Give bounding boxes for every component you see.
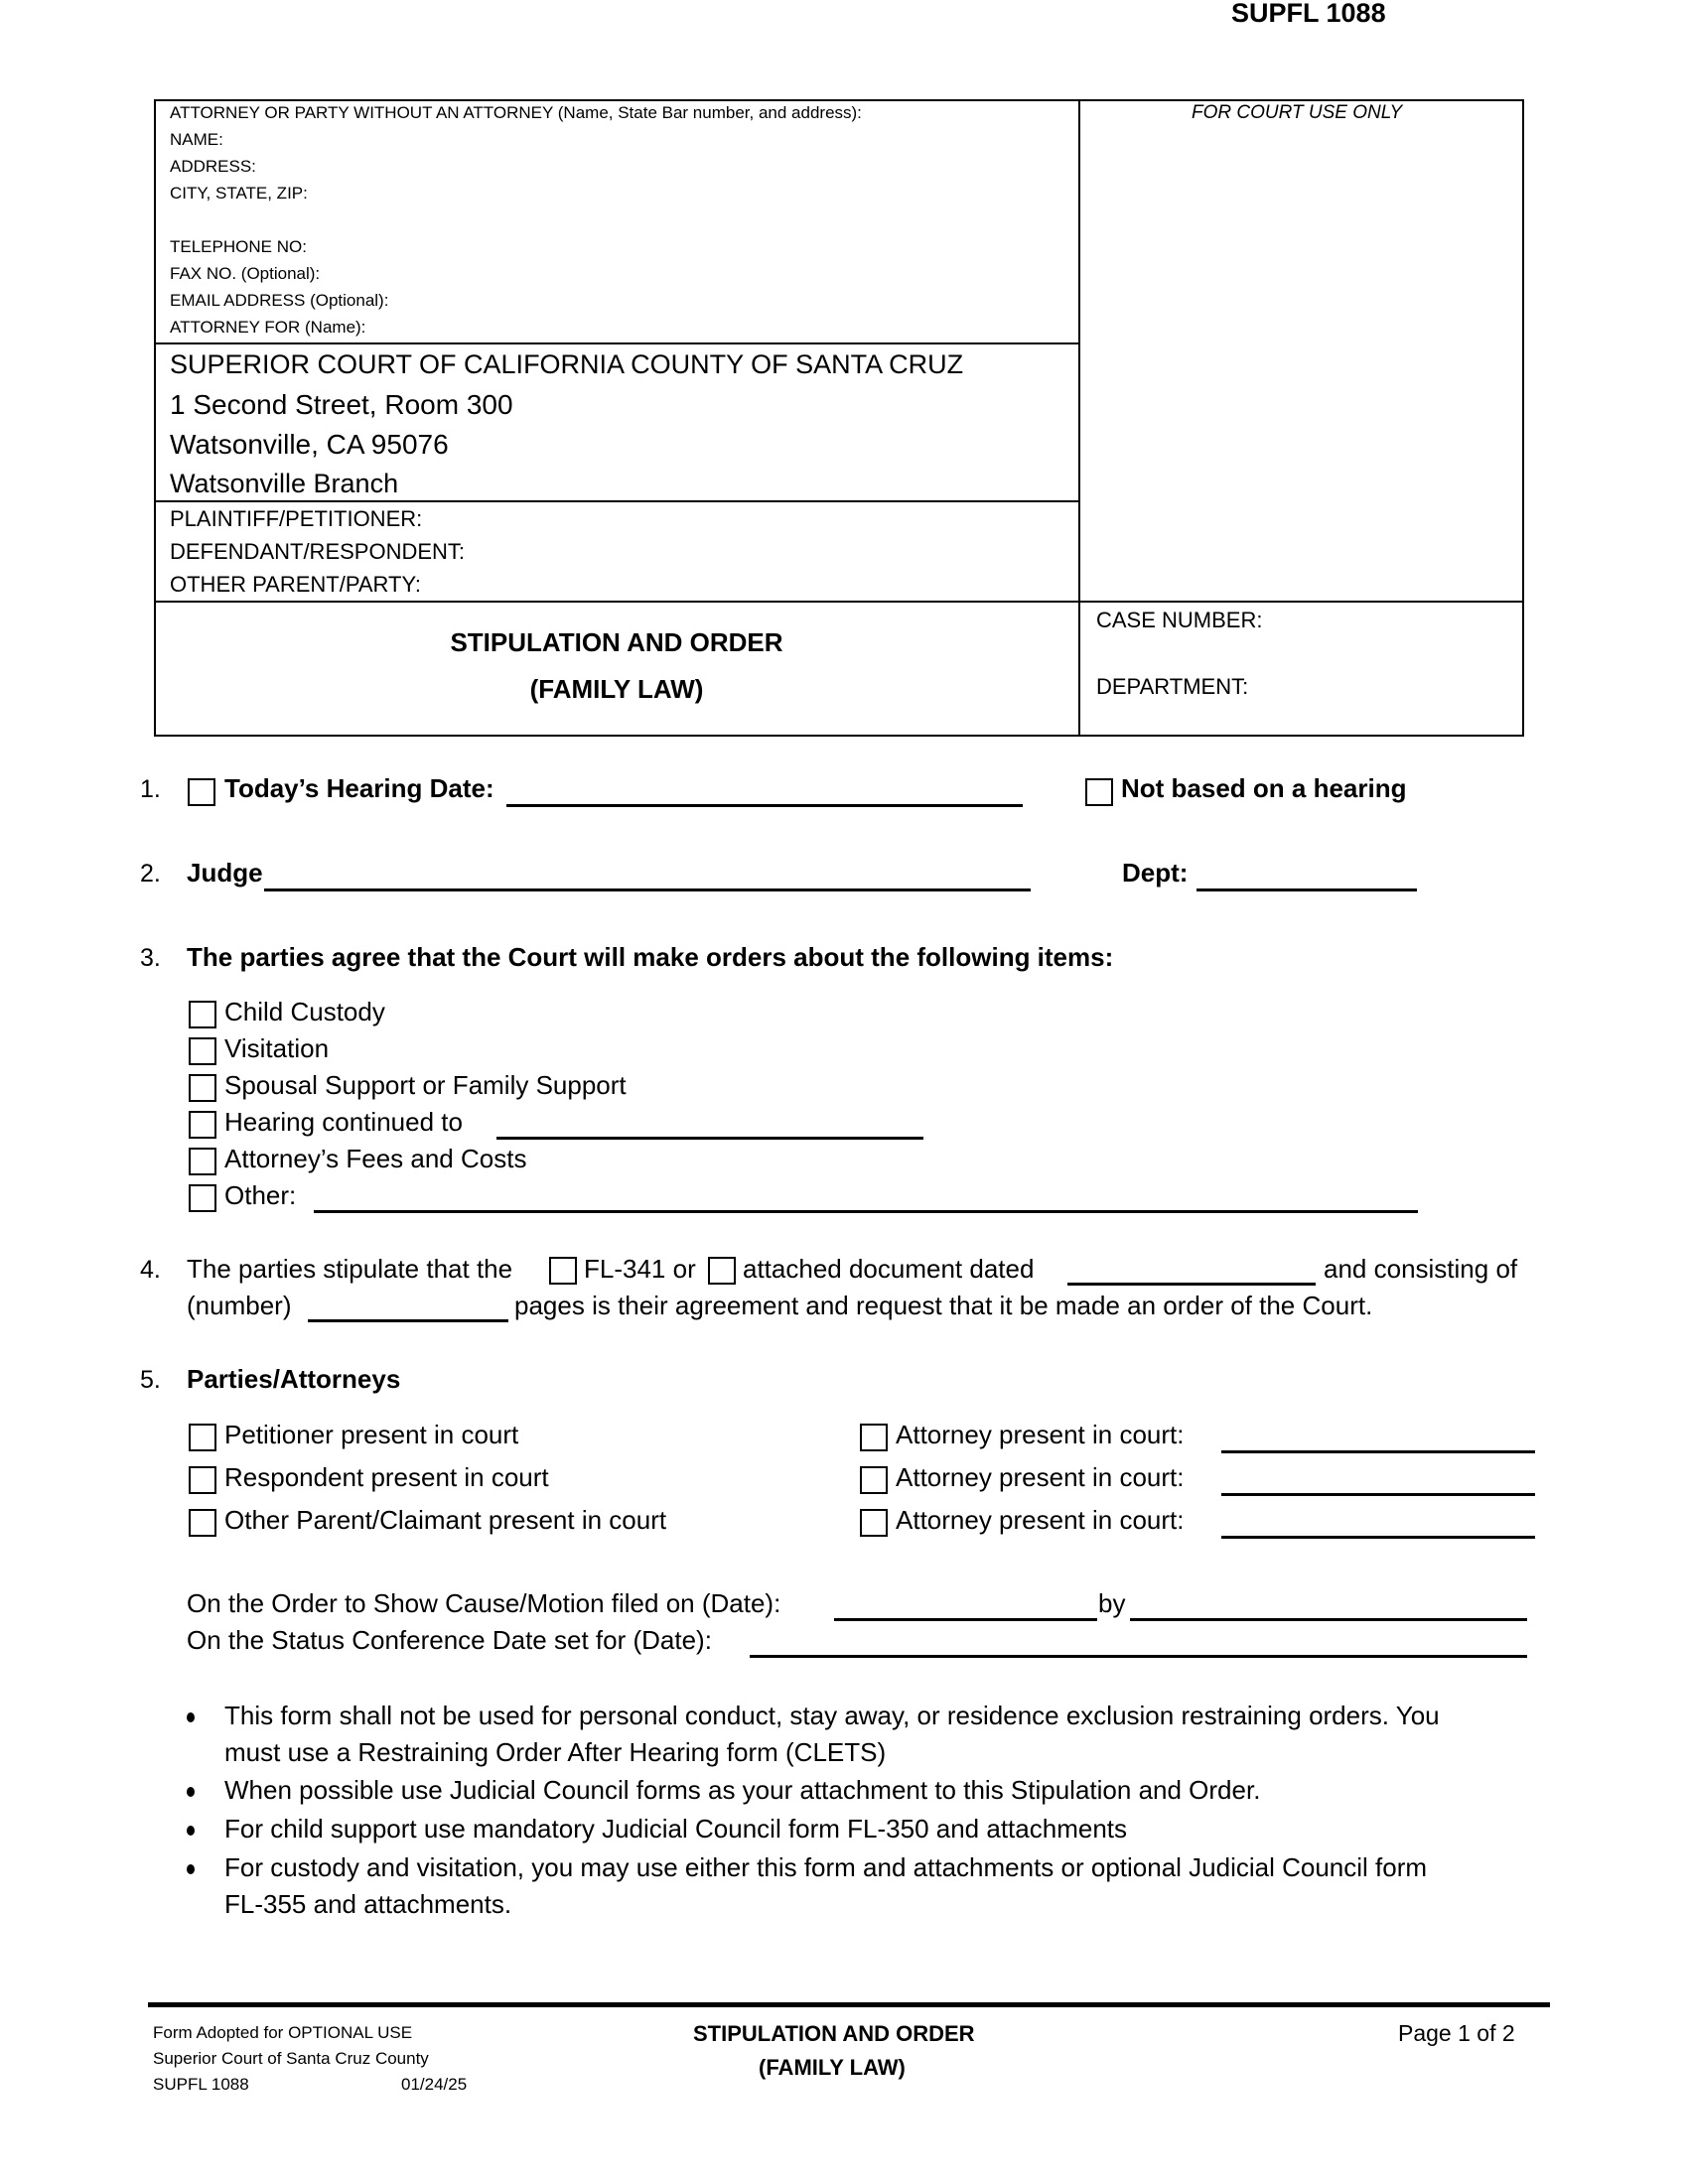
attorney-2-present-label: Attorney present in court: [896,1462,1185,1492]
court-street: 1 Second Street, Room 300 [170,389,513,420]
defendant-respondent-label[interactable]: DEFENDANT/RESPONDENT: [170,539,466,564]
footer-title-line2: (FAMILY LAW) [759,2055,906,2080]
attorney-for-label[interactable]: ATTORNEY FOR (Name): [170,318,366,337]
attorney-fees-label: Attorney’s Fees and Costs [224,1144,527,1173]
visitation-label: Visitation [224,1033,330,1063]
attorney-1-present-label: Attorney present in court: [896,1420,1185,1449]
item-4-number: 4. [140,1256,161,1284]
dept-label: Dept: [1122,858,1189,887]
form-code: SUPFL 1088 [1231,0,1386,28]
attorney-1-present-checkbox[interactable] [860,1424,888,1451]
attached-document-checkbox[interactable] [708,1257,736,1285]
court-branch: Watsonville Branch [170,469,399,498]
hearing-continued-checkbox[interactable] [189,1111,216,1139]
bullet-icon [187,1864,195,1874]
status-conference-date-field[interactable] [750,1655,1527,1658]
other-label: Other: [224,1180,297,1210]
court-city: Watsonville, CA 95076 [170,429,449,460]
bullet-icon [187,1712,195,1722]
attorney-fax-label[interactable]: FAX NO. (Optional): [170,264,321,283]
bullet-icon [187,1826,195,1836]
item-3-heading: The parties agree that the Court will make orders about the following items: [187,942,1114,972]
footer-date: 01/24/25 [401,2075,468,2094]
footer-court: Superior Court of Santa Cruz County [153,2049,429,2068]
form-title-line1: STIPULATION AND ORDER [450,627,783,657]
form-title-line2: (FAMILY LAW) [529,674,704,704]
note-4-line-2: FL-355 and attachments. [224,1889,512,1919]
court-name: SUPERIOR COURT OF CALIFORNIA COUNTY OF SANTA CRUZ [170,349,964,379]
spousal-support-checkbox[interactable] [189,1074,216,1102]
respondent-present-label: Respondent present in court [224,1462,549,1492]
attorney-address-label[interactable]: ADDRESS: [170,157,256,176]
footer-title-line1: STIPULATION AND ORDER [693,2021,975,2046]
plaintiff-petitioner-label[interactable]: PLAINTIFF/PETITIONER: [170,506,423,531]
osc-by-field[interactable] [1130,1618,1527,1621]
petitioner-present-checkbox[interactable] [189,1424,216,1451]
visitation-checkbox[interactable] [189,1037,216,1065]
osc-motion-label: On the Order to Show Cause/Motion filed on (Date): [187,1588,781,1618]
court-use-only-label: FOR COURT USE ONLY [1192,102,1403,123]
divider-court-parties [154,500,1079,502]
child-custody-checkbox[interactable] [189,1001,216,1028]
footer-adopted: Form Adopted for OPTIONAL USE [153,2023,413,2042]
spousal-support-label: Spousal Support or Family Support [224,1070,627,1100]
note-3: For child support use mandatory Judicial Council form FL-350 and attachments [224,1814,1127,1843]
attorney-city-label[interactable]: CITY, STATE, ZIP: [170,184,308,203]
attached-document-label: attached document dated [743,1254,1035,1284]
other-field[interactable] [314,1210,1418,1213]
other-parent-present-checkbox[interactable] [189,1509,216,1537]
footer-form-code: SUPFL 1088 [153,2075,249,2094]
item-4-text-b: and consisting of [1324,1254,1518,1284]
divider-title-row [154,601,1524,603]
attorney-name-label[interactable]: NAME: [170,130,223,149]
todays-hearing-date-field[interactable] [506,804,1023,807]
footer-rule [148,2002,1550,2007]
attorney-blank-line [170,206,862,233]
status-conference-label: On the Status Conference Date set for (Date): [187,1625,712,1655]
note-2: When possible use Judicial Council forms as your attachment to this Stipulation and Order. [224,1775,1261,1805]
attorney-2-present-checkbox[interactable] [860,1466,888,1494]
divider-attorney-court [154,342,1079,344]
attorney-email-label[interactable]: EMAIL ADDRESS (Optional): [170,291,389,310]
todays-hearing-label: Today’s Hearing Date: [224,773,494,803]
item-5-number: 5. [140,1366,161,1394]
fl341-label: FL-341 or [584,1254,696,1284]
item-4-text-d: pages is their agreement and request that it be made an order of the Court. [514,1291,1373,1320]
item-5-heading: Parties/Attorneys [187,1364,401,1394]
not-based-on-hearing-checkbox[interactable] [1085,778,1113,806]
note-1-line-2: must use a Restraining Order After Hearing form (CLETS) [224,1737,887,1767]
case-number-label[interactable]: CASE NUMBER: [1096,608,1263,632]
other-parent-present-label: Other Parent/Claimant present in court [224,1505,667,1535]
osc-motion-date-field[interactable] [834,1618,1097,1621]
respondent-present-checkbox[interactable] [189,1466,216,1494]
judge-field[interactable] [264,888,1031,891]
attorney-1-name-field[interactable] [1221,1450,1535,1453]
note-4-line-1: For custody and visitation, you may use either this form and attachments or optional Judicial Council form [224,1852,1428,1882]
item-4-text-c: (number) [187,1291,292,1320]
attorney-fees-checkbox[interactable] [189,1148,216,1175]
todays-hearing-checkbox[interactable] [188,778,215,806]
item-4-text-a: The parties stipulate that the [187,1254,513,1284]
other-checkbox[interactable] [189,1184,216,1212]
hearing-continued-label: Hearing continued to [224,1107,463,1137]
osc-by-label: by [1098,1588,1126,1618]
judge-label: Judge [187,858,263,887]
bullet-icon [187,1787,195,1797]
department-label[interactable]: DEPARTMENT: [1096,674,1249,699]
note-1-line-1: This form shall not be used for personal conduct, stay away, or residence exclusion restraining orders. You [224,1701,1440,1730]
hearing-continued-field[interactable] [496,1137,923,1140]
attorney-heading: ATTORNEY OR PARTY WITHOUT AN ATTORNEY (Name, State Bar number, and address): [170,103,862,122]
child-custody-label: Child Custody [224,997,385,1026]
item-2-number: 2. [140,860,161,887]
other-parent-party-label[interactable]: OTHER PARENT/PARTY: [170,572,422,597]
item-3-number: 3. [140,944,161,972]
fl341-checkbox[interactable] [549,1257,577,1285]
attorney-3-name-field[interactable] [1221,1536,1535,1539]
attorney-telephone-label[interactable]: TELEPHONE NO: [170,237,307,256]
page-number: Page 1 of 2 [1398,2020,1515,2046]
number-of-pages-field[interactable] [308,1319,508,1322]
petitioner-present-label: Petitioner present in court [224,1420,519,1449]
not-based-on-hearing-label: Not based on a hearing [1121,773,1407,803]
item-1-number: 1. [140,775,161,803]
dept-field[interactable] [1196,888,1417,891]
attorney-2-name-field[interactable] [1221,1493,1535,1496]
attorney-3-present-label: Attorney present in court: [896,1505,1185,1535]
attached-document-date-field[interactable] [1067,1283,1316,1286]
attorney-3-present-checkbox[interactable] [860,1509,888,1537]
attorney-block [170,99,862,341]
